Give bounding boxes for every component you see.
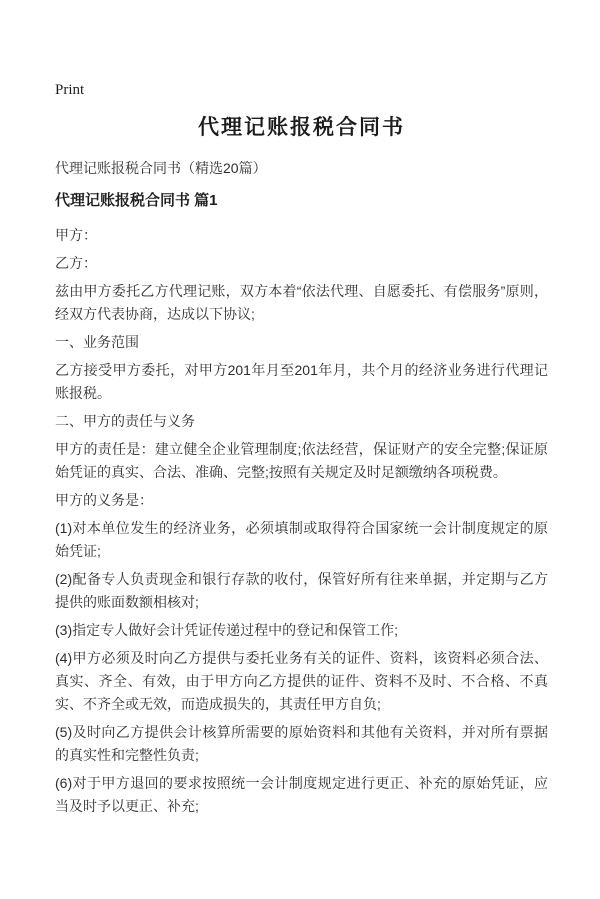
paragraph-obligation-item-5: (5)及时向乙方提供会计核算所需要的原始资料和其他有关资料，并对所有票据的真实性和完整性负责;: [55, 724, 548, 763]
document-body: [55, 224, 548, 818]
paragraph-obligation-item-3: (3)指定专人做好会计凭证传递过程中的登记和保管工作;: [55, 622, 398, 638]
paragraph-party-b: 乙方：: [55, 255, 97, 271]
paragraph-party-a-responsibility: 甲方的责任是：建立健全企业管理制度;依法经营，保证财产的安全完整;保证原始凭证的真实、合法、准确、完整;按照有关规定及时足额缴纳各项税费。: [55, 441, 548, 480]
paragraph-obligation-item-2: (2)配备专人负责现金和银行存款的收付，保管好所有往来单据，并定期与乙方提供的账面数额相核对;: [55, 571, 548, 610]
print-button[interactable]: Print: [55, 82, 85, 98]
section-heading-part-1: 代理记账报税合同书 篇1: [55, 192, 218, 209]
paragraph-party-a: 甲方：: [55, 227, 97, 243]
paragraph-obligation-item-6: (6)对于甲方退回的要求按照统一会计制度规定进行更正、补充的原始凭证，应当及时予以更正、补充;: [55, 775, 548, 814]
paragraph-obligation-item-4: (4)甲方必须及时向乙方提供与委托业务有关的证件、资料，该资料必须合法、真实、齐全、有效，由于甲方向乙方提供的证件、资料不及时、不合格、不真实、不齐全或无效，而造成损失的，其责任甲方自负;: [55, 650, 548, 712]
paragraph-obligation-item-1: (1)对本单位发生的经济业务，必须填制或取得符合国家统一会计制度规定的原始凭证;: [55, 520, 548, 559]
paragraph-business-scope: 乙方接受甲方委托，对甲方201年月至201年月，共个月的经济业务进行代理记账报税。: [55, 362, 548, 401]
heading-business-scope: 一、业务范围: [55, 334, 139, 350]
document-subtitle: 代理记账报税合同书（精选20篇）: [55, 160, 267, 176]
document-title: 代理记账报税合同书: [198, 116, 405, 139]
paragraph-party-a-obligations-intro: 甲方的义务是：: [55, 492, 153, 508]
paragraph-preamble: 兹由甲方委托乙方代理记账，双方本着“依法代理、自愿委托、有偿服务”原则，经双方代表协商，达成以下协议;: [55, 283, 548, 322]
heading-party-a-duties: 二、甲方的责任与义务: [55, 413, 195, 429]
